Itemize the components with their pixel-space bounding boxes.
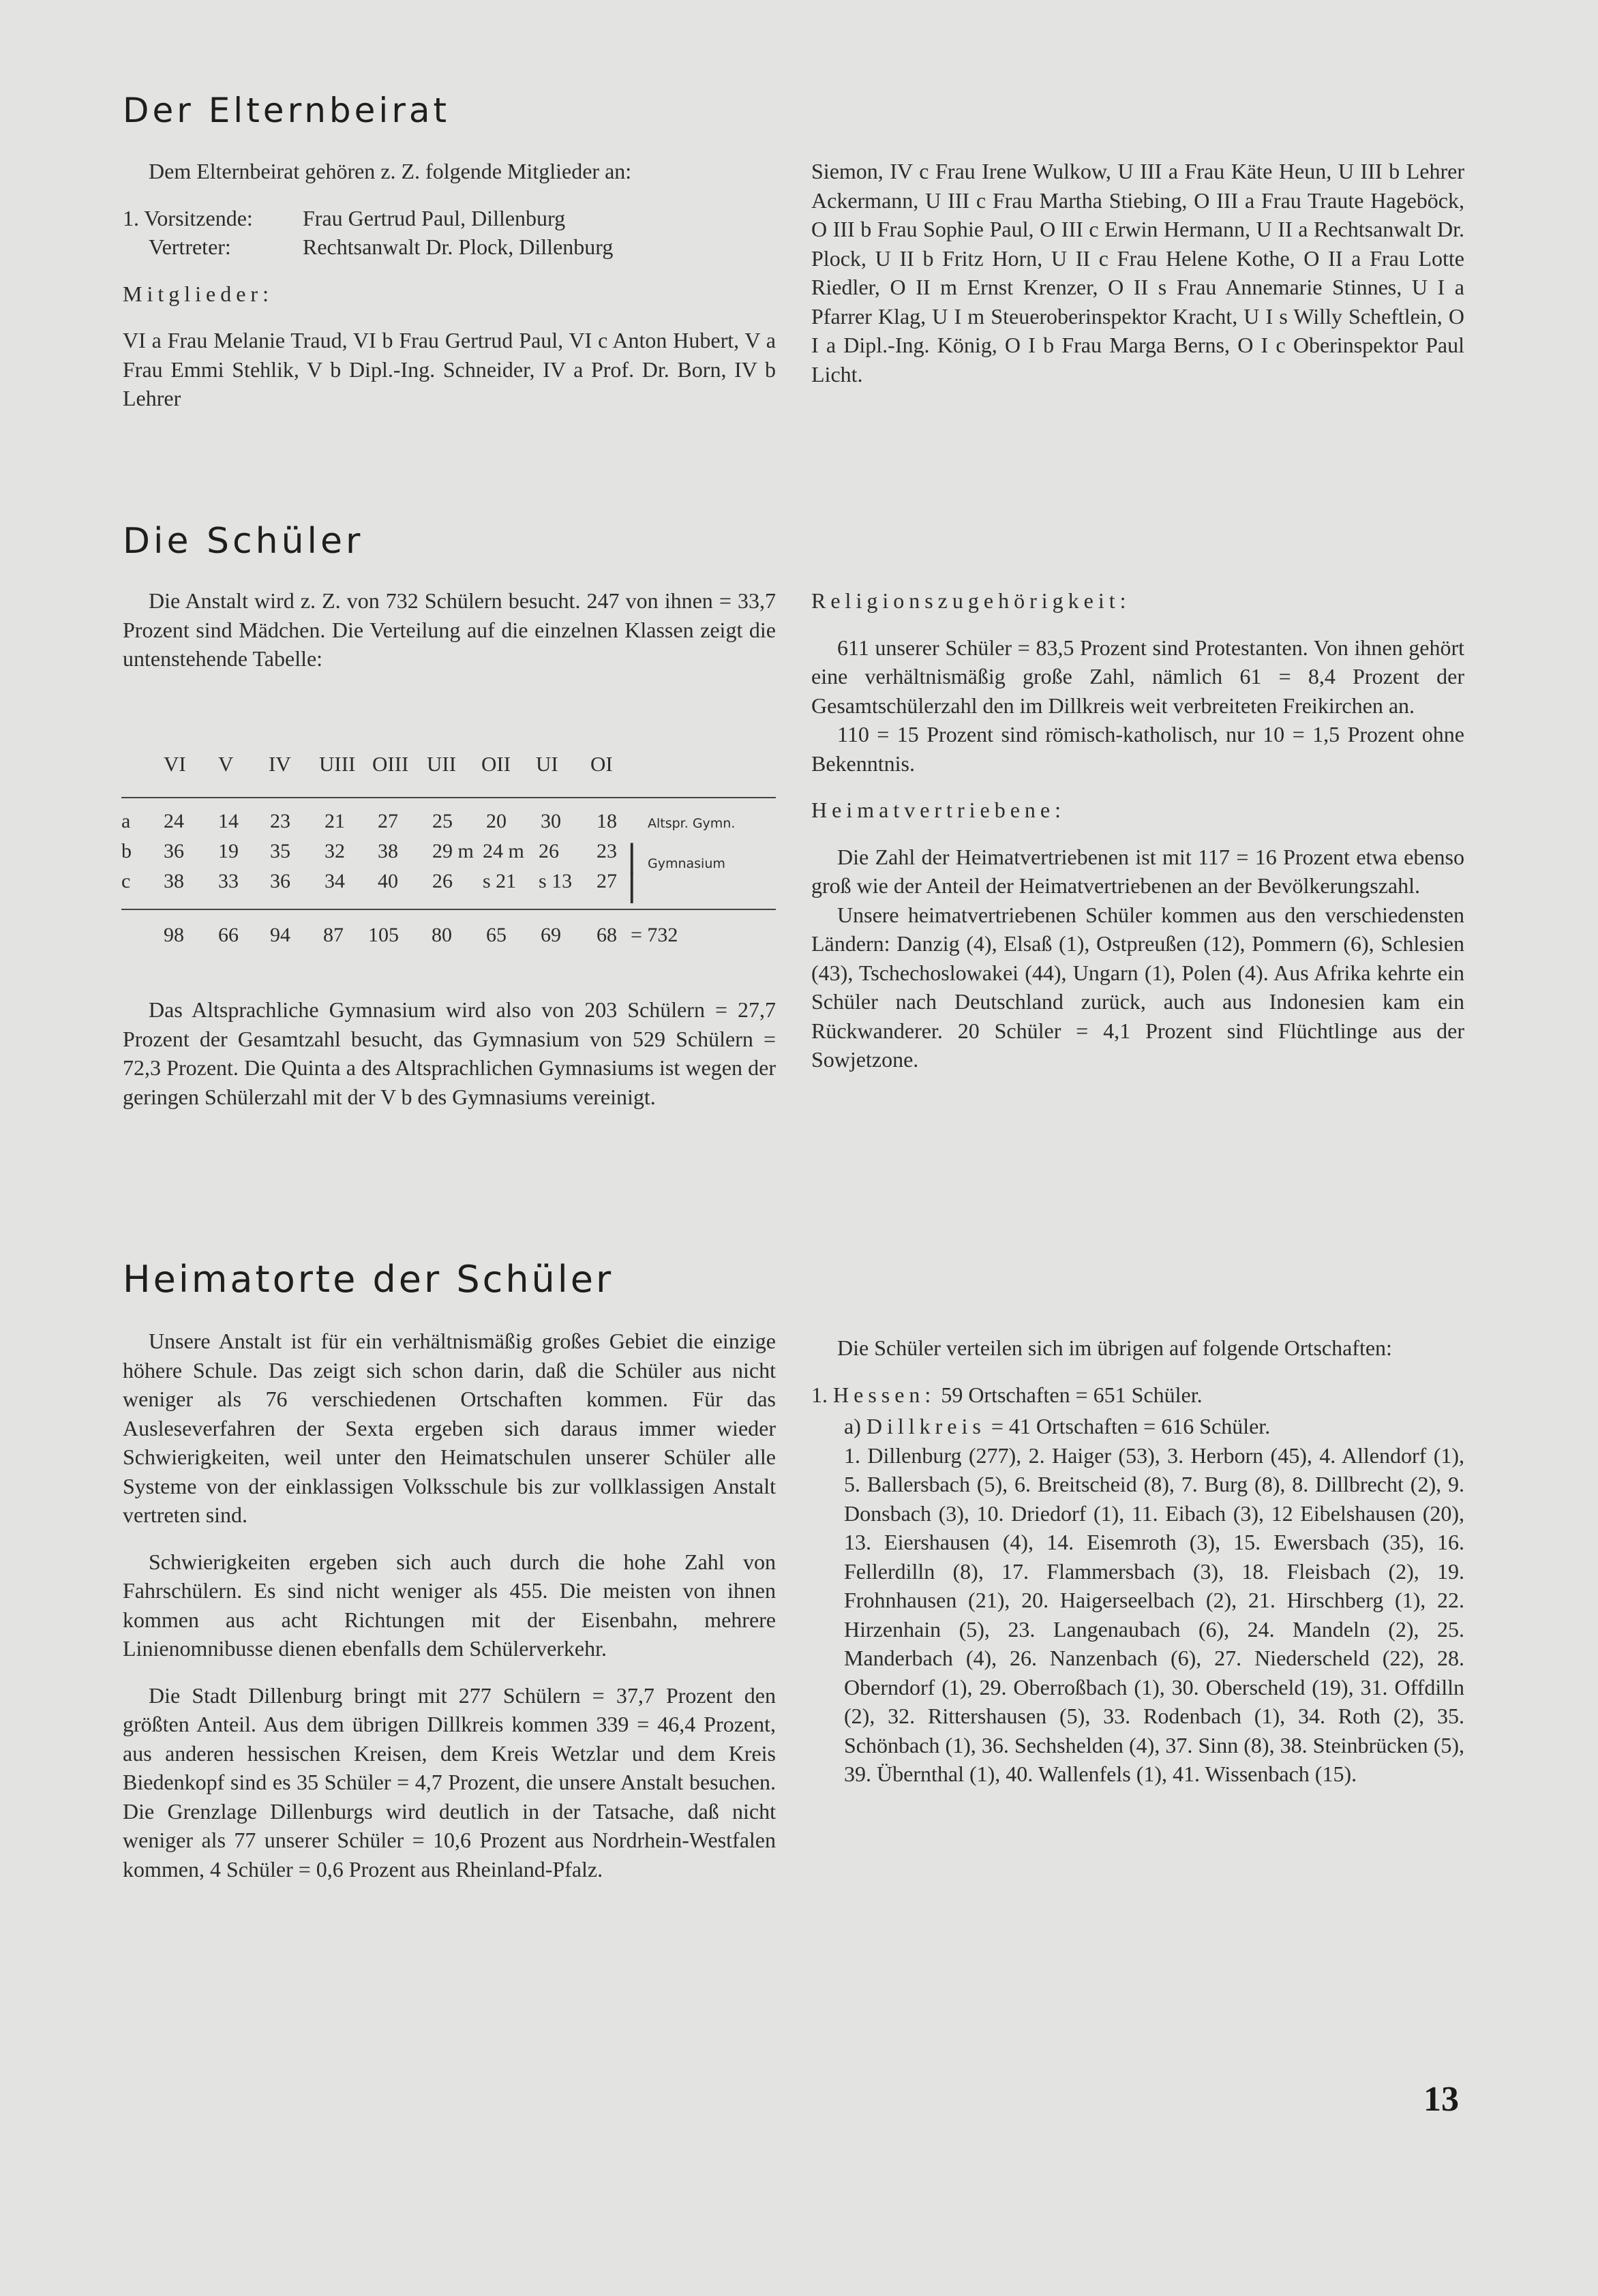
table-cell: 14 [218,810,239,832]
dillkreis-line [844,1412,1464,1441]
header-cell: V [218,752,234,776]
schueler-intro-block [123,586,776,674]
members-right-text: Siemon, IV c Frau Irene Wulkow, U III a Frau Käte Heun, U III b Lehrer Ackermann, U III c Frau Martha Stiebing, O III a Frau Traute Hageböck, O III b Frau Sophie Paul, O III c Erwin Hermann, U II a Rechtsanwalt Dr. Plock, U II b Fritz Horn, U II c Frau Helene Kothe, O II a Frau Lotte Riedler, O II m Ernst Krenzer, O II s Frau Annemarie Stinnes, U I a Pfarrer Klag, U I m Steueroberinspektor Kracht, U I s Willy Scheftlein, O I a Dipl.-Ing. König, O I b Frau Marga Berns, O I c Oberinspektor Paul Licht. [811,159,1464,387]
total-cell: 87 [323,924,344,946]
members-label: Mitglieder: [123,281,273,306]
table-rule-bottom [121,909,776,910]
heimatorte-left-column [123,1327,776,1884]
header-cell: UIII [319,752,356,776]
header-cell: UI [536,752,558,776]
total-cell: 105 [368,924,399,946]
religion-label: Religionszugehörigkeit: [811,588,1131,613]
table-cell: 24 m [483,840,524,862]
header-cell: OII [481,752,511,776]
orte-intro: Die Schüler verteilen sich im übrigen auf folgende Ortschaften: [837,1335,1392,1360]
table-cell: 29 m [432,840,474,862]
header-cell: IV [269,752,291,776]
total-cell: 68 [597,924,617,946]
schueler-heading: Die Schüler [123,521,364,562]
table-cell: s 21 [483,870,517,892]
elternbeirat-left-column [123,157,776,413]
elternbeirat-intro: Dem Elternbeirat gehören z. Z. folgende Mitglieder an: [149,159,632,183]
heimatvertriebene-label: Heimatvertriebene: [811,798,1066,822]
header-cell: OIII [372,752,409,776]
table-cell: 36 [270,870,290,892]
dillkreis-text: = 41 Ortschaften = 616 Schüler. [991,1414,1271,1438]
header-cell: VI [164,752,186,776]
religion-paragraph-2: 110 = 15 Prozent sind römisch-katholisch, nur 10 = 1,5 Prozent ohne Bekenntnis. [811,722,1464,776]
gymnasium-note: Gymnasium [648,856,725,871]
hessen-label: Hessen: [833,1382,936,1407]
total-cell: 66 [218,924,239,946]
table-cell: 23 [597,840,617,862]
table-cell: 19 [218,840,239,862]
hessen-line [811,1380,1464,1410]
dillkreis-list: 1. Dillenburg (277), 2. Haiger (53), 3. Herborn (45), 4. Allendorf (1), 5. Ballersbach (5), 6. Breitscheid (8), 7. Burg (8), 8. Dillbrecht (2), 9. Donsbach (3), 10. Driedorf (1), 11. Eibach (3), 12 Eibelshausen (20), 13. Eiershausen (4), 14. Eisemroth (3), 15. Ewersbach (35), 16. Fellerdilln (8), 17. Flammersbach (3), 18. Fleisbach (2), 19. Frohnhausen (21), 20. Haigerseelbach (2), 21. Hirschberg (1), 22. Hirzenhain (5), 23. Langenaubach (6), 24. Mandeln (2), 25. Manderbach (4), 26. Nanzenbach (6), 27. Niederscheld (22), 28. Oberndorf (1), 29. Oberroßbach (1), 30. Oberscheld (19), 31. Offdilln (2), 32. Rittershausen (5), 33. Rodenbach (1), 34. Roth (2), 35. Schönbach (1), 36. Sechshelden (4), 37. Sinn (8), 38. Steinbrücken (5), 39. Übernthal (1), 40. Wallenfels (1), 41. Wissenbach (15). [844,1442,1464,1786]
heimatorte-right-column [811,1333,1464,1789]
table-cell: 23 [270,810,290,832]
table-cell: 34 [325,870,345,892]
header-cell: OI [590,752,613,776]
religion-paragraph-1: 611 unserer Schüler = 83,5 Prozent sind Protestanten. Von ihnen gehört eine verhältnismäßig große Zahl, nämlich 61 = 8,4 Prozent der Gesamtschülerzahl den im Dillkreis weit verbreiteten Freikirchen an. [811,635,1464,718]
total-cell: 98 [164,924,184,946]
header-cell: UII [427,752,457,776]
schueler-intro: Die Anstalt wird z. Z. von 732 Schülern besucht. 247 von ihnen = 33,7 Prozent sind Mädchen. Die Verteilung auf die einzelnen Klassen zeigt die untenstehende Tabelle: [123,588,776,671]
gymnasium-brace-mark: | [627,866,637,903]
table-cell: 25 [432,810,453,832]
heimat-paragraph-2: Unsere heimatvertriebenen Schüler kommen aus den verschiedensten Ländern: Danzig (4), Elsaß (1), Ostpreußen (12), Pommern (6), Schlesien (43), Tschechoslowakei (44), Ungarn (1), Polen (4). Aus Afrika kehrte ein Schüler nach Deutschland zurück, auch aus Indonesien kam ein Rückwanderer. 20 Schüler = 4,1 Prozent sind Flüchtlinge aus der Sowjetzone. [811,902,1464,1072]
altspr-gymn-note: Altspr. Gymn. [648,816,736,831]
table-cell: 21 [325,810,345,832]
table-cell: 27 [378,810,398,832]
table-cell: 33 [218,870,239,892]
hessen-prefix: 1. [811,1382,828,1407]
dillkreis-label: Dillkreis [866,1414,986,1438]
dillkreis-block [844,1412,1464,1789]
table-cell: 32 [325,840,345,862]
deputy-name: Rechtsanwalt Dr. Plock, Dillenburg [303,235,614,259]
gymnasium-brace-mark: | [627,838,637,875]
table-rule-top [121,797,776,798]
schueler-right-column [811,586,1464,1074]
heimatorte-heading: Heimatorte der Schüler [123,1258,614,1301]
total-cell: 69 [541,924,561,946]
table-cell: 35 [270,840,290,862]
row-label: c [121,870,131,892]
chair-name: Frau Gertrud Paul, Dillenburg [303,205,566,230]
table-cell: 20 [486,810,507,832]
table-cell: 30 [541,810,561,832]
table-cell: 24 [164,810,184,832]
heimat-paragraph-1: Die Zahl der Heimatvertriebenen ist mit 117 = 16 Prozent etwa ebenso groß wie der Anteil der Heimatvertriebenen an der Bevölkerungszahl. [811,844,1464,898]
table-cell: s 13 [539,870,573,892]
table-cell: 26 [432,870,453,892]
grand-total: = 732 [631,924,678,946]
total-cell: 94 [270,924,290,946]
page-number: 13 [1423,2080,1459,2119]
row-label: b [121,840,132,862]
total-cell: 65 [486,924,507,946]
heimatorte-paragraph-1: Unsere Anstalt ist für ein verhältnismäßig großes Gebiet die einzige höhere Schule. Das zeigt sich schon darin, daß die Schüler aus nicht weniger als 76 verschiedenen Ortschaften kommen. Für das Ausleseverfahren der Sexta ergeben sich daraus immer wieder Schwierigkeiten, weil unter den Heimatschulen unserer Schüler alle Systeme von der einklassigen Volksschule bis zur vollklassigen Anstalt vertreten sind. [123,1329,776,1527]
schueler-after-table-block [123,995,776,1111]
table-cell: 38 [378,840,398,862]
elternbeirat-right-column [811,157,1464,389]
heimatorte-paragraph-2: Schwierigkeiten ergeben sich auch durch die hohe Zahl von Fahrschülern. Es sind nicht weniger als 455. Die meisten von ihnen kommen aus acht Richtungen mit der Eisenbahn, mehrere Linienomnibusse dienen ebenfalls dem Schülerverkehr. [123,1549,776,1661]
deputy-label: Vertreter: [149,235,231,259]
hessen-text: 59 Ortschaften = 651 Schüler. [941,1382,1203,1407]
row-label: a [121,810,131,832]
chair-label: 1. Vorsitzende: [123,205,253,230]
dillkreis-prefix: a) [844,1414,861,1438]
table-cell: 40 [378,870,398,892]
gymnasium-summary: Das Altsprachliche Gymnasium wird also von 203 Schülern = 27,7 Prozent der Gesamtzahl besucht, das Gymnasium von 529 Schülern = 72,3 Prozent. Die Quinta a des Altsprachlichen Gymnasiums ist wegen der geringen Schülerzahl mit der V b des Gymnasiums vereinigt. [123,997,776,1109]
table-cell: 38 [164,870,184,892]
table-cell: 26 [539,840,559,862]
table-cell: 18 [597,810,617,832]
heimatorte-paragraph-3: Die Stadt Dillenburg bringt mit 277 Schülern = 37,7 Prozent den größten Anteil. Aus dem übrigen Dillkreis kommen 339 = 46,4 Prozent, aus anderen hessischen Kreisen, dem Kreis Wetzlar und dem Kreis Biedenkopf sind es 35 Schüler = 4,7 Prozent, die unsere Anstalt besuchen. Die Grenzlage Dillenburgs wird deutlich in der Tatsache, daß nicht weniger als 77 unserer Schüler = 10,6 Prozent aus Nordrhein-Westfalen kommen, 4 Schüler = 0,6 Prozent aus Rheinland-Pfalz. [123,1682,776,1882]
members-left-text: VI a Frau Melanie Traud, VI b Frau Gertrud Paul, VI c Anton Hubert, V a Frau Emmi Stehlik, V b Dipl.-Ing. Schneider, IV a Prof. Dr. Born, IV b Lehrer [123,328,776,410]
table-cell: 36 [164,840,184,862]
table-cell: 27 [597,870,617,892]
total-cell: 80 [432,924,452,946]
chair-line [123,204,776,233]
deputy-line [123,232,776,262]
elternbeirat-heading: Der Elternbeirat [123,91,451,130]
